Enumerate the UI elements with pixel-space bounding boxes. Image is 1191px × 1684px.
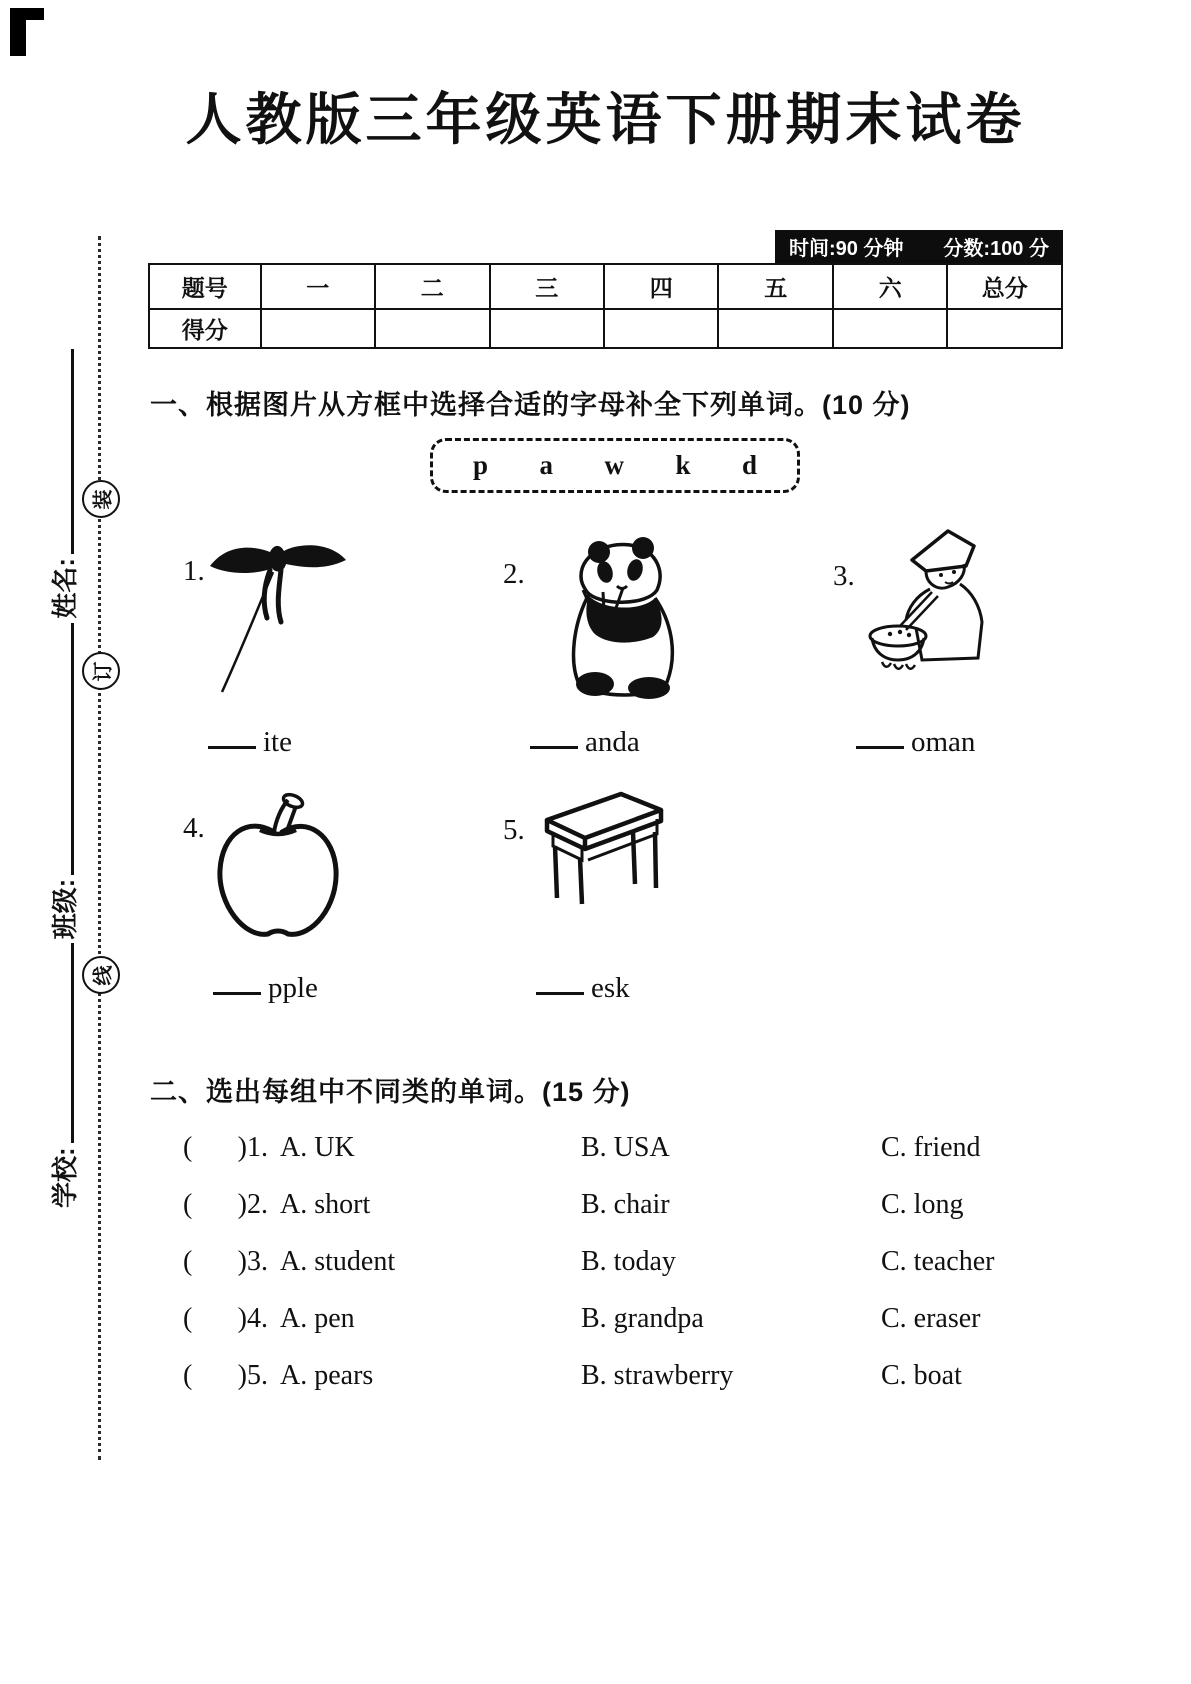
score-cell-4[interactable] [604,309,718,348]
word-suffix-4: pple [268,972,318,1004]
question-4-number: 4. [247,1303,268,1334]
col-part-3: 三 [490,264,604,309]
question-2-option-c: C. long [881,1189,964,1220]
score-cell-5[interactable] [718,309,832,348]
name-label: 姓名: [49,557,80,619]
class-blank[interactable] [71,623,74,875]
letter-bank-box [430,438,800,493]
question-2-number: 2. [247,1189,268,1220]
question-row-4 [183,1303,1063,1360]
word-suffix-2: anda [585,726,640,758]
scan-corner-artifact [10,8,26,56]
figure-4-number: 4. [183,812,205,844]
col-part-2: 二 [375,264,489,309]
letter-p: p [473,450,489,480]
answer-paren-3[interactable]: ( ) [183,1246,247,1277]
word-blank-2[interactable] [530,746,578,749]
word-blank-4[interactable] [213,992,261,995]
col-question-number: 题号 [149,264,261,309]
question-5-option-a: A. pears [280,1360,374,1391]
section-two-questions [183,1132,1063,1417]
col-part-5: 五 [718,264,832,309]
word-blank-1[interactable] [208,746,256,749]
score-cell-3[interactable] [490,309,604,348]
panda-image [543,532,703,704]
kite-image [200,522,355,694]
word-item-5 [536,972,630,1005]
letter-d: d [741,450,757,480]
word-item-2 [530,726,640,759]
score-table-header-row [149,264,1062,309]
figure-3-number: 3. [833,560,855,592]
answer-paren-4[interactable]: ( ) [183,1303,247,1334]
school-label: 学校: [49,1147,80,1208]
question-5-stem [183,1360,581,1392]
answer-paren-2[interactable]: ( ) [183,1189,247,1220]
question-2-option-a: A. short [280,1189,371,1220]
binding-char-zhuang: 装 [82,480,120,518]
answer-paren-5[interactable]: ( ) [183,1360,247,1391]
question-3-number: 3. [247,1246,268,1277]
word-item-1 [208,726,292,759]
question-1-number: 1. [247,1132,268,1163]
binding-dotted-line [98,236,101,1460]
question-4-stem [183,1303,581,1335]
answer-paren-1[interactable]: ( ) [183,1132,247,1163]
word-suffix-5: esk [591,972,630,1004]
page-title: 人教版三年级英语下册期末试卷 [185,90,1026,152]
apple-image [208,788,348,948]
question-4-option-c: C. eraser [881,1303,981,1334]
word-suffix-1: ite [263,726,292,758]
total-score-label: 分数:100 分 [943,238,1049,260]
time-label: 时间:90 分钟 [789,238,904,260]
question-1-option-b: B. USA [581,1132,670,1163]
score-cell-total[interactable] [947,309,1062,348]
question-4-option-b: B. grandpa [581,1303,704,1334]
score-table [148,263,1063,349]
time-score-bar [775,230,1063,263]
question-5-option-c: C. boat [881,1360,962,1391]
question-row-1 [183,1132,1063,1189]
name-blank[interactable] [71,349,74,554]
col-total: 总分 [947,264,1062,309]
question-1-stem [183,1132,581,1164]
letter-w: w [604,450,624,480]
col-part-1: 一 [261,264,375,309]
section-two-heading: 二、选出每组中不同类的单词。(15 分) [150,1077,631,1107]
word-blank-5[interactable] [536,992,584,995]
figure-5-number: 5. [503,814,525,846]
desk-image [533,786,673,908]
figure-2-number: 2. [503,558,525,590]
letter-k: k [675,450,691,480]
score-cell-6[interactable] [833,309,947,348]
letter-a: a [539,450,553,480]
score-cell-1[interactable] [261,309,375,348]
question-row-2 [183,1189,1063,1246]
question-3-option-b: B. today [581,1246,676,1277]
class-label: 班级: [49,878,80,940]
question-3-option-c: C. teacher [881,1246,995,1277]
question-row-3 [183,1246,1063,1303]
question-2-option-b: B. chair [581,1189,670,1220]
question-1-option-c: C. friend [881,1132,981,1163]
section-one-heading: 一、根据图片从方框中选择合适的字母补全下列单词。(10 分) [150,390,911,420]
woman-cooking-image [860,526,1002,676]
question-row-5 [183,1360,1063,1417]
col-part-6: 六 [833,264,947,309]
question-3-stem [183,1246,581,1278]
score-table-score-row [149,309,1062,348]
figure-1-number: 1. [183,555,205,587]
word-item-3 [856,726,975,759]
score-cell-2[interactable] [375,309,489,348]
question-5-option-b: B. strawberry [581,1360,734,1391]
binding-char-ding: 订 [82,652,120,690]
question-5-number: 5. [247,1360,268,1391]
col-part-4: 四 [604,264,718,309]
binding-char-xian: 线 [82,956,120,994]
question-2-stem [183,1189,581,1221]
student-info-strip [44,198,82,1208]
question-4-option-a: A. pen [280,1303,355,1334]
word-suffix-3: oman [911,726,976,758]
score-row-label: 得分 [149,309,261,348]
word-blank-3[interactable] [856,746,904,749]
word-item-4 [213,972,318,1005]
school-blank[interactable] [71,943,74,1143]
question-3-option-a: A. student [280,1246,396,1277]
question-1-option-a: A. UK [280,1132,355,1163]
